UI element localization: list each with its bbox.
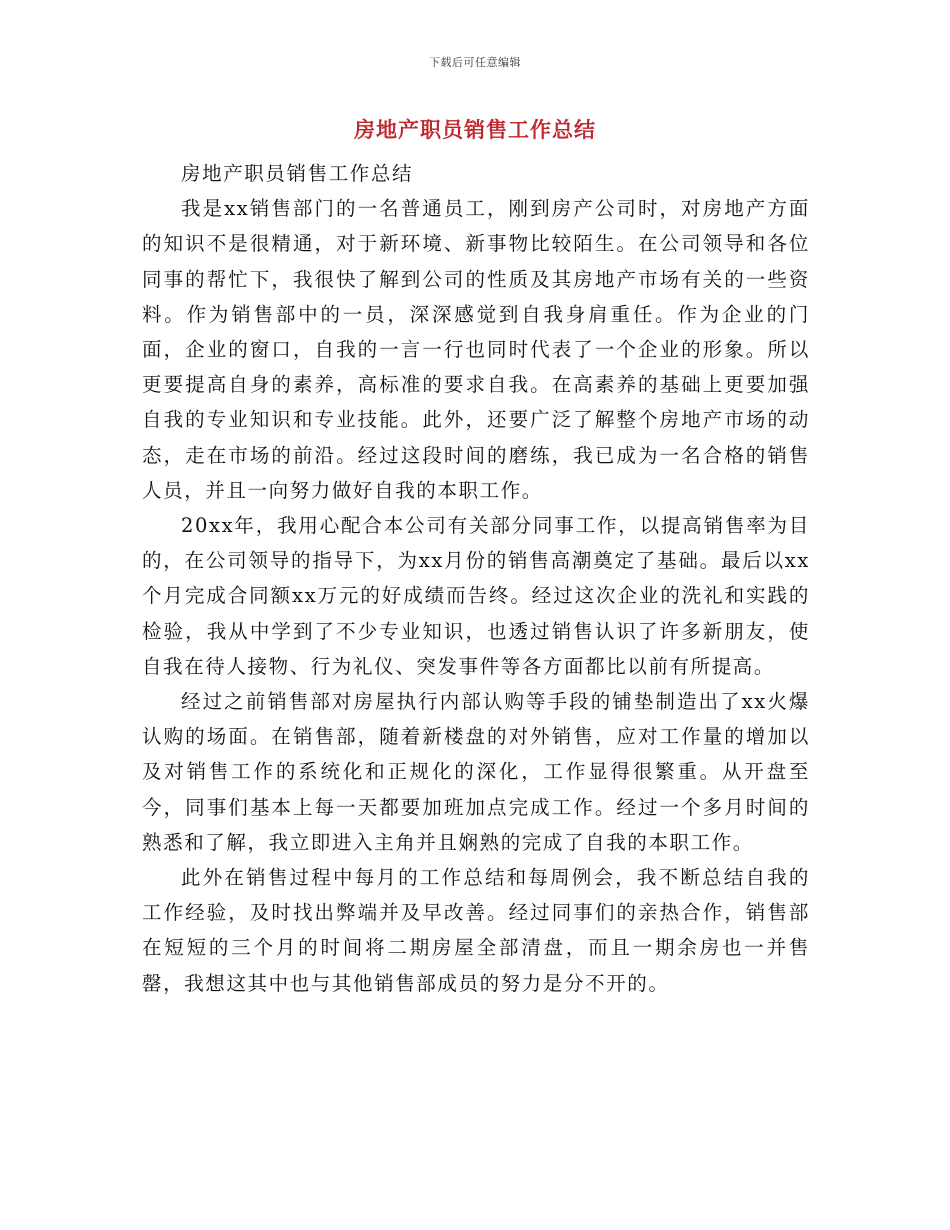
paragraph: 经过之前销售部对房屋执行内部认购等手段的铺垫制造出了xx火爆认购的场面。在销售部，随着新楼盘的对外销售，应对工作量的增加以及对销售工作的系统化和正规化的深化，工作显得很繁重。从开盘至今，同事们基本上每一天都要加班加点完成工作。经过一个多月时间的熟悉和了解，我立即进入主角并且娴熟的完成了自我的本职工作。 [142, 690, 810, 854]
document-body [142, 156, 810, 1001]
paragraph: 此外在销售过程中每月的工作总结和每周例会，我不断总结自我的工作经验，及时找出弊端并及早改善。经过同事们的亲热合作，销售部在短短的三个月的时间将二期房屋全部清盘，而且一期余房也一并售罄，我想这其中也与其他销售部成员的努力是分不开的。 [142, 866, 810, 995]
paragraph-subtitle: 房地产职员销售工作总结 [181, 162, 414, 185]
paragraph: 我是xx销售部门的一名普通员工，刚到房产公司时，对房地产方面的知识不是很精通，对于新环境、新事物比较陌生。在公司领导和各位同事的帮忙下，我很快了解到公司的性质及其房地产市场有关的一些资料。作为销售部中的一员，深深感觉到自我身肩重任。作为企业的门面，企业的窗口，自我的一言一行也同时代表了一个企业的形象。所以更要提高自身的素养，高标准的要求自我。在高素养的基础上更要加强自我的专业知识和专业技能。此外，还要广泛了解整个房地产市场的动态，走在市场的前沿。经过这段时间的磨练，我已成为一名合格的销售人员，并且一向努力做好自我的本职工作。 [142, 197, 810, 502]
header-note: 下载后可任意编辑 [429, 56, 521, 69]
document-title: 房地产职员销售工作总结 [354, 117, 596, 142]
paragraph: 20xx年，我用心配合本公司有关部分同事工作，以提高销售率为目的，在公司领导的指导下，为xx月份的销售高潮奠定了基础。最后以xx个月完成合同额xx万元的好成绩而告终。经过这次企业的洗礼和实践的检验，我从中学到了不少专业知识，也透过销售认识了许多新朋友，使自我在待人接物、行为礼仪、突发事件等各方面都比以前有所提高。 [142, 514, 810, 678]
